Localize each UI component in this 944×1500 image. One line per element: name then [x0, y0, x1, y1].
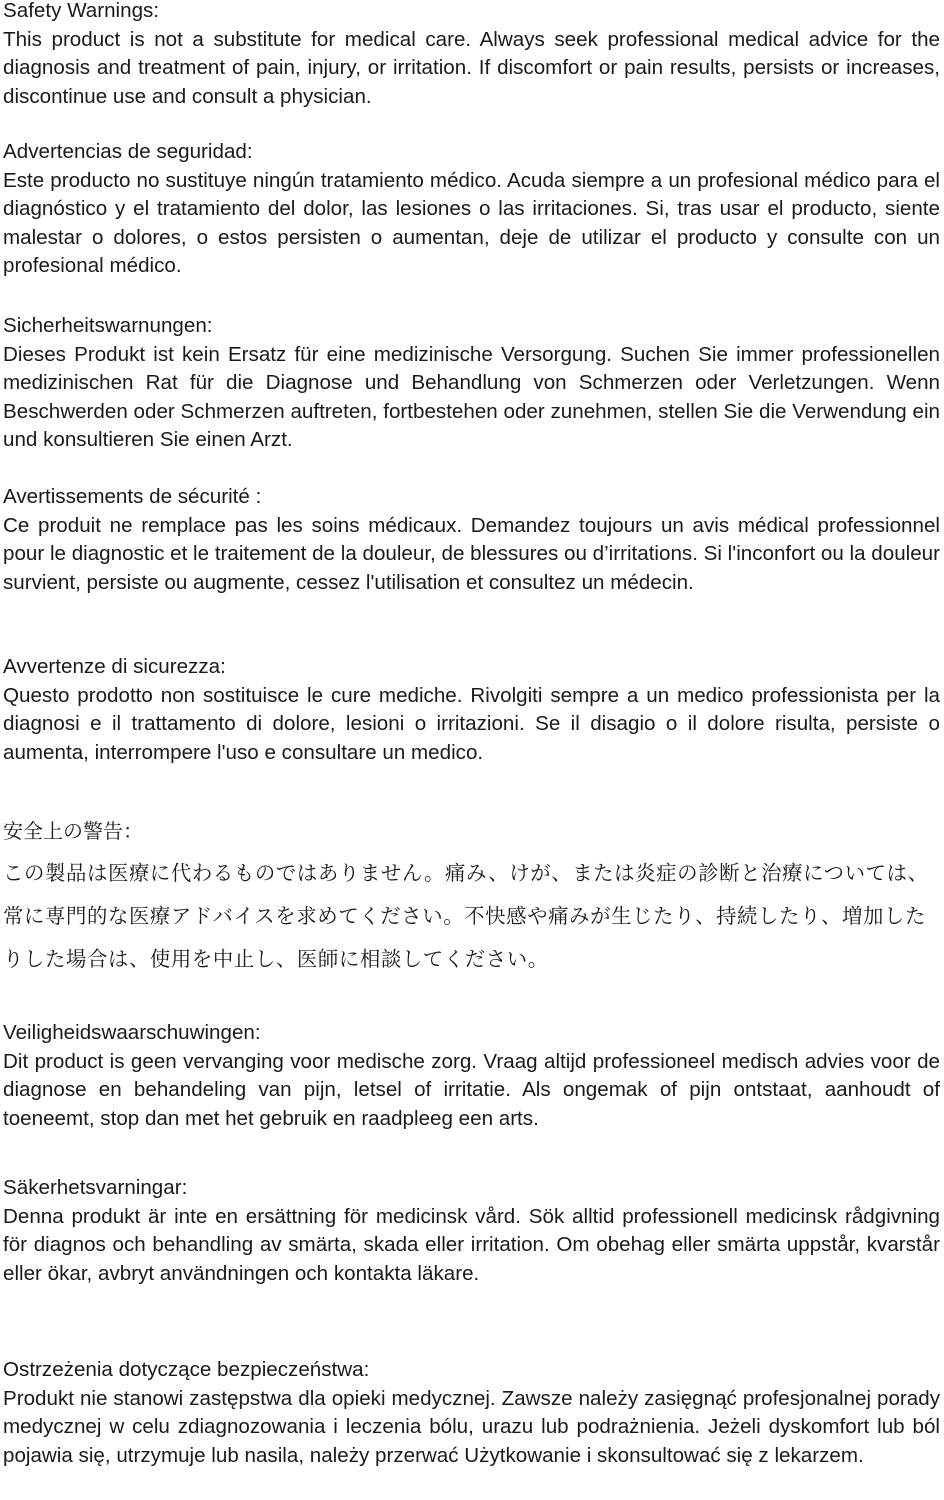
section-spanish [3, 138, 940, 281]
section-heading: Ostrzeżenia dotyczące bezpieczeństwa: [3, 1358, 370, 1381]
section-body: Dit product is geen vervanging voor medische zorg. Vraag altijd professioneel medisch advies voor de diagnose en behandeling van pijn, letsel of irritatie. Als ongemak of pijn ontstaat, aanhoudt of toeneemt, stop dan met het gebruik en raadpleeg een arts. [3, 1049, 940, 1130]
section-heading: Safety Warnings: [3, 0, 160, 22]
section-heading: Säkerhetsvarningar: [3, 1176, 188, 1199]
section-german [3, 312, 940, 455]
section-heading: 安全上の警告： [3, 819, 143, 843]
section-body: Este producto no sustituye ningún tratamiento médico. Acuda siempre a un profesional médico para el diagnóstico y el tratamiento del dolor, las lesiones o las irritaciones. Si, tras usar el producto, siente malestar o dolores, o estos persisten o aumentan, deje de utilizar el producto y consulte con un profesional médico. [3, 168, 940, 278]
section-polish [3, 1356, 940, 1470]
section-body: Ce produit ne remplace pas les soins médicaux. Demandez toujours un avis médical professionnel pour le diagnostic et le traitement de la douleur, de blessures ou d’irritations. Si l'inconfort ou la douleur survient, persiste ou augmente, cessez l'utilisation et consultez un médecin. [3, 513, 940, 594]
section-japanese [3, 810, 940, 981]
section-heading: Avertissements de sécurité : [3, 485, 262, 508]
section-body: Produkt nie stanowi zastępstwa dla opieki medycznej. Zawsze należy zasięgnąć profesjonalnej porady medycznej w celu zdiagnozowania i leczenia bólu, urazu lub podrażnienia. Jeżeli dyskomfort lub ból pojawia się, utrzymuje lub nasila, należy przerwać Użytkowanie i skonsultować się z lekarzem. [3, 1386, 940, 1467]
section-heading: Advertencias de seguridad: [3, 140, 253, 163]
section-body: Questo prodotto non sostituisce le cure mediche. Rivolgiti sempre a un medico professionista per la diagnosi e il trattamento di dolore, lesioni o irritazioni. Se il disagio o il dolore risulta, persiste o aumenta, interrompere l'uso e consultare un medico. [3, 683, 940, 764]
section-french [3, 483, 940, 597]
section-swedish [3, 1174, 940, 1288]
section-body: This product is not a substitute for medical care. Always seek professional medical advice for the diagnosis and treatment of pain, injury, or irritation. If discomfort or pain results, persists or increases, discontinue use and consult a physician. [3, 27, 940, 108]
section-heading: Avvertenze di sicurezza: [3, 655, 226, 678]
section-italian [3, 653, 940, 767]
section-heading: Sicherheitswarnungen: [3, 314, 213, 337]
section-heading: Veiligheidswaarschuwingen: [3, 1021, 261, 1044]
section-body: Dieses Produkt ist kein Ersatz für eine medizinische Versorgung. Suchen Sie immer professionellen medizinischen Rat für die Diagnose und Behandlung von Schmerzen oder Verletzungen. Wenn Beschwerden oder Schmerzen auftreten, fortbestehen oder zunehmen, stellen Sie die Verwendung ein und konsultieren Sie einen Arzt. [3, 342, 940, 452]
section-dutch [3, 1019, 940, 1133]
section-english [3, 0, 940, 111]
section-body: Denna produkt är inte en ersättning för medicinsk vård. Sök alltid professionell medicinsk rådgivning för diagnos och behandling av smärta, skada eller irritation. Om obehag eller smärta uppstår, kvarstår eller ökar, avbryt användningen och kontakta läkare. [3, 1204, 940, 1285]
section-body: この製品は医療に代わるものではありません。痛み、けが、または炎症の診断と治療については、常に専門的な医療アドバイスを求めてください。不快感や痛みが生じたり、持続したり、増加したりした場合は、使用を中止し、医師に相談してください。 [3, 861, 929, 971]
